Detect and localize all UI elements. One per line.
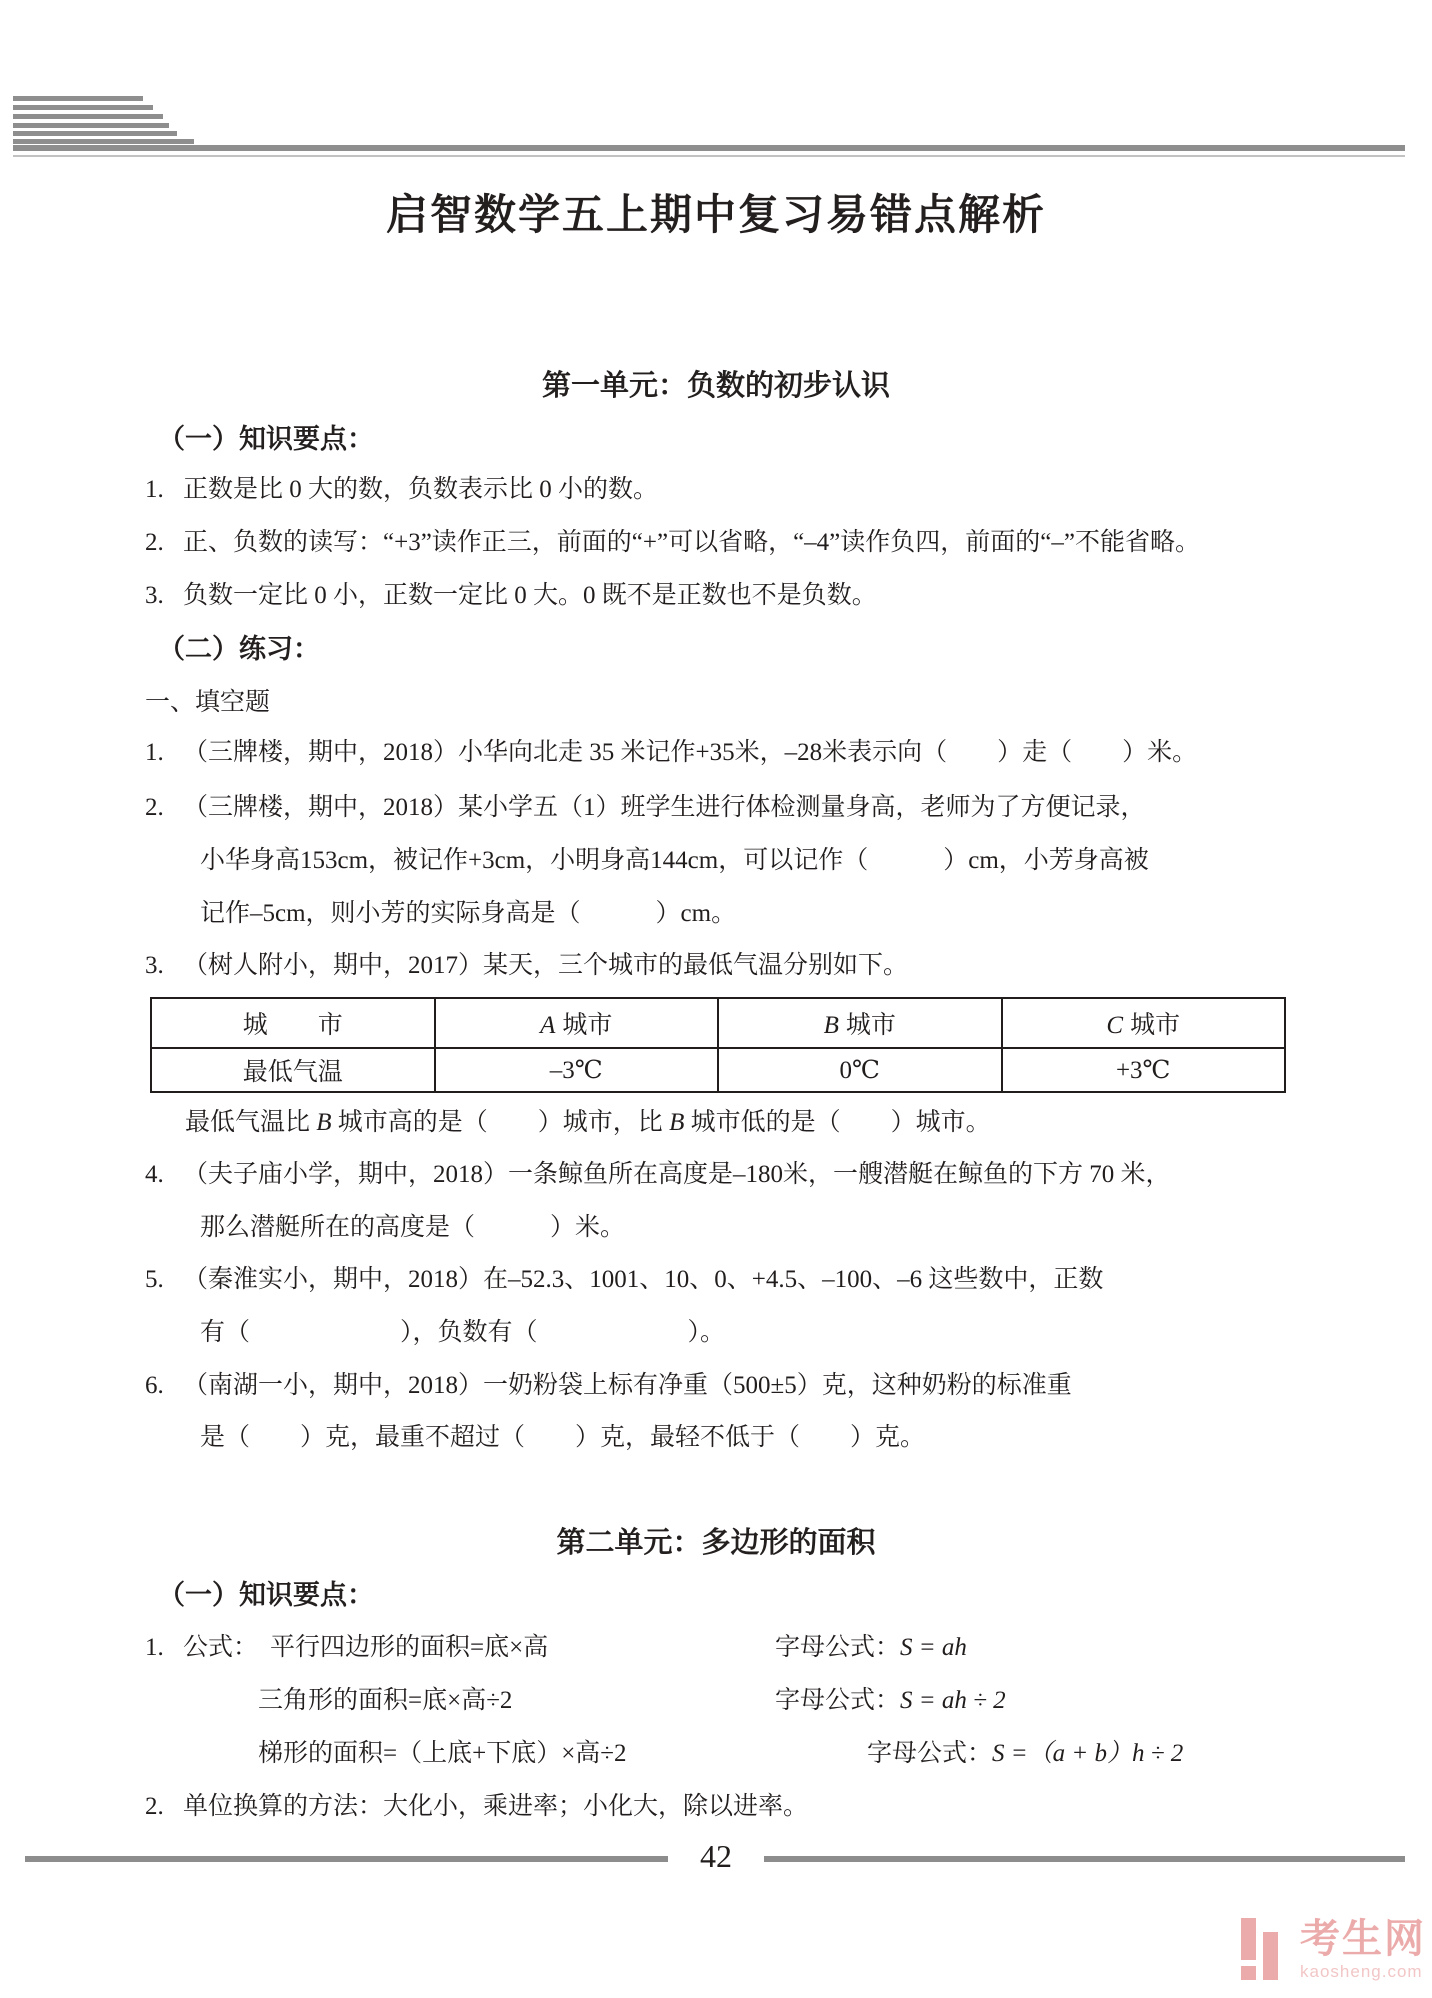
row-label-cell: 最低气温 — [151, 1048, 435, 1092]
header-cell-city-b — [718, 998, 1002, 1048]
city-letter: B — [316, 1109, 332, 1136]
question-text: （秦淮实小，期中，2018）在–52.3、1001、10、0、+4.5、–100、–6 这些数中，正数 — [183, 1266, 1104, 1293]
kaosheng-logo-icon — [1241, 1918, 1291, 1988]
question-4 — [145, 1160, 1171, 1190]
formula-row-1-left — [145, 1633, 548, 1663]
page-number — [0, 1838, 1432, 1875]
letter-formula-label: 字母公式： — [775, 1634, 901, 1661]
temperature-table — [150, 997, 1286, 1093]
formula-row-2-right — [775, 1686, 1006, 1716]
table-data-row — [151, 1048, 1285, 1092]
header-stripe — [13, 131, 177, 136]
letter-formula-label: 字母公式： — [867, 1740, 993, 1767]
item-text: 正数是比 0 大的数，负数表示比 0 小的数。 — [183, 476, 659, 503]
temp-cell-c: +3℃ — [1002, 1048, 1286, 1092]
question-1 — [145, 738, 1197, 768]
letter-formula: S = ah — [900, 1634, 967, 1661]
item-number: 3. — [145, 582, 164, 609]
unit1-heading: 第一单元：负数的初步认识 — [541, 370, 890, 402]
temp-cell-b: 0℃ — [718, 1048, 1002, 1092]
item-text: 正、负数的读写：“+3”读作正三，前面的“+”可以省略，“–4”读作负四，前面的“–”不能省略。 — [183, 529, 1200, 556]
question-text: （三牌楼，期中，2018）某小学五（1）班学生进行体检测量身高，老师为了方便记录， — [183, 794, 1146, 821]
question-text: （三牌楼，期中，2018）小华向北走 35 米记作+35米，–28米表示向（ ）走（ ）米。 — [183, 739, 1198, 766]
header-stripe — [13, 114, 163, 119]
question-5-line2: 有（ ），负数有（ ）。 — [200, 1319, 726, 1346]
question-text: （夫子庙小学，期中，2018）一条鲸鱼所在高度是–180米，一艘潜艇在鲸鱼的下方 70 米， — [183, 1161, 1171, 1188]
letter-formula: S = ah ÷ 2 — [900, 1687, 1006, 1714]
page-title: 启智数学五上期中复习易错点解析 — [385, 191, 1046, 238]
unit1-practice-title: （二）练习： — [158, 634, 320, 664]
note-text: 最低气温比 — [185, 1109, 317, 1136]
temp-cell-a: –3℃ — [435, 1048, 719, 1092]
item-number: 2. — [145, 1793, 164, 1820]
header-label: 城市 — [845, 1012, 896, 1039]
item-number: 1. — [145, 1634, 164, 1661]
item-number: 2. — [145, 529, 164, 556]
city-letter: B — [823, 1012, 839, 1039]
kaosheng-logo-text — [1300, 1918, 1426, 1982]
city-letter: A — [540, 1012, 556, 1039]
question-6-line2: 是（ ）克，最重不超过（ ）克，最轻不低于（ ）克。 — [200, 1424, 926, 1451]
formula-text: 平行四边形的面积=底×高 — [270, 1634, 549, 1661]
formula-row-1-right — [775, 1633, 967, 1663]
question-4-line2: 那么潜艇所在的高度是（ ）米。 — [200, 1214, 626, 1241]
logo-bar — [1263, 1932, 1278, 1980]
header-rule — [13, 145, 1405, 151]
kaosheng-watermark — [1241, 1918, 1426, 1988]
item-text: 负数一定比 0 小，正数一定比 0 大。0 既不是正数也不是负数。 — [183, 582, 877, 609]
table-note — [185, 1108, 991, 1138]
question-number: 3. — [145, 952, 164, 979]
header-label: 城市 — [1130, 1012, 1181, 1039]
question-number: 5. — [145, 1266, 164, 1293]
header-rule-thin — [13, 155, 1405, 157]
unit2-knowledge-title: （一）知识要点： — [158, 1580, 374, 1610]
city-letter: B — [669, 1109, 685, 1136]
header-stripe — [13, 96, 143, 101]
question-5 — [145, 1265, 1103, 1295]
question-number: 6. — [145, 1372, 164, 1399]
header-cell-city — [151, 998, 435, 1048]
header-label: 城市 — [562, 1012, 613, 1039]
unit1-knowledge-title: （一）知识要点： — [158, 424, 374, 454]
unit2-heading: 第二单元：多边形的面积 — [556, 1527, 876, 1559]
header-stripe — [13, 105, 153, 110]
header-label: 城 市 — [242, 1012, 343, 1039]
watermark-name: 考生网 — [1300, 1917, 1426, 1961]
letter-formula: S =（a + b）h ÷ 2 — [992, 1740, 1184, 1767]
page-number-value: 42 — [668, 1838, 764, 1874]
question-2-line3: 记作–5cm，则小芳的实际身高是（ ）cm。 — [200, 900, 737, 927]
note-text: 城市低的是（ ）城市。 — [684, 1109, 991, 1136]
question-number: 1. — [145, 739, 164, 766]
question-2 — [145, 793, 1146, 823]
question-2-line2: 小华身高153cm，被记作+3cm，小明身高144cm，可以记作（ ）cm，小芳身高被 — [200, 847, 1149, 874]
question-text: （南湖一小，期中，2018）一奶粉袋上标有净重（500±5）克，这种奶粉的标准重 — [183, 1372, 1072, 1399]
city-letter: C — [1106, 1012, 1124, 1039]
formula-row-2-left: 三角形的面积=底×高÷2 — [258, 1687, 513, 1714]
logo-bar — [1241, 1918, 1256, 1960]
question-text: （树人附小，期中，2017）某天，三个城市的最低气温分别如下。 — [183, 952, 909, 979]
question-6 — [145, 1371, 1072, 1401]
question-number: 2. — [145, 794, 164, 821]
header-stripe — [13, 123, 169, 128]
header-stripe — [13, 139, 194, 144]
header-cell-city-c — [1002, 998, 1286, 1048]
note-text: 城市高的是（ ）城市，比 — [331, 1109, 670, 1136]
letter-formula-label: 字母公式： — [775, 1687, 901, 1714]
item-number: 1. — [145, 476, 164, 503]
knowledge-point-2 — [145, 528, 1200, 558]
question-3 — [145, 951, 908, 981]
formula-prefix: 公式： — [183, 1634, 259, 1661]
item-text: 单位换算的方法：大化小，乘进率；小化大，除以进率。 — [183, 1793, 809, 1820]
formula-row-3-left: 梯形的面积=（上底+下底）×高÷2 — [258, 1740, 627, 1767]
header-cell-city-a — [435, 998, 719, 1048]
knowledge-point-3 — [145, 581, 877, 611]
logo-square — [1241, 1966, 1256, 1980]
formula-row-3-right — [867, 1739, 1183, 1769]
watermark-domain: kaosheng.com — [1300, 1962, 1423, 1981]
fill-in-title: 一、填空题 — [145, 689, 271, 716]
question-number: 4. — [145, 1161, 164, 1188]
table-header-row — [151, 998, 1285, 1048]
unit2-point-2 — [145, 1792, 808, 1822]
knowledge-point-1 — [145, 475, 658, 505]
